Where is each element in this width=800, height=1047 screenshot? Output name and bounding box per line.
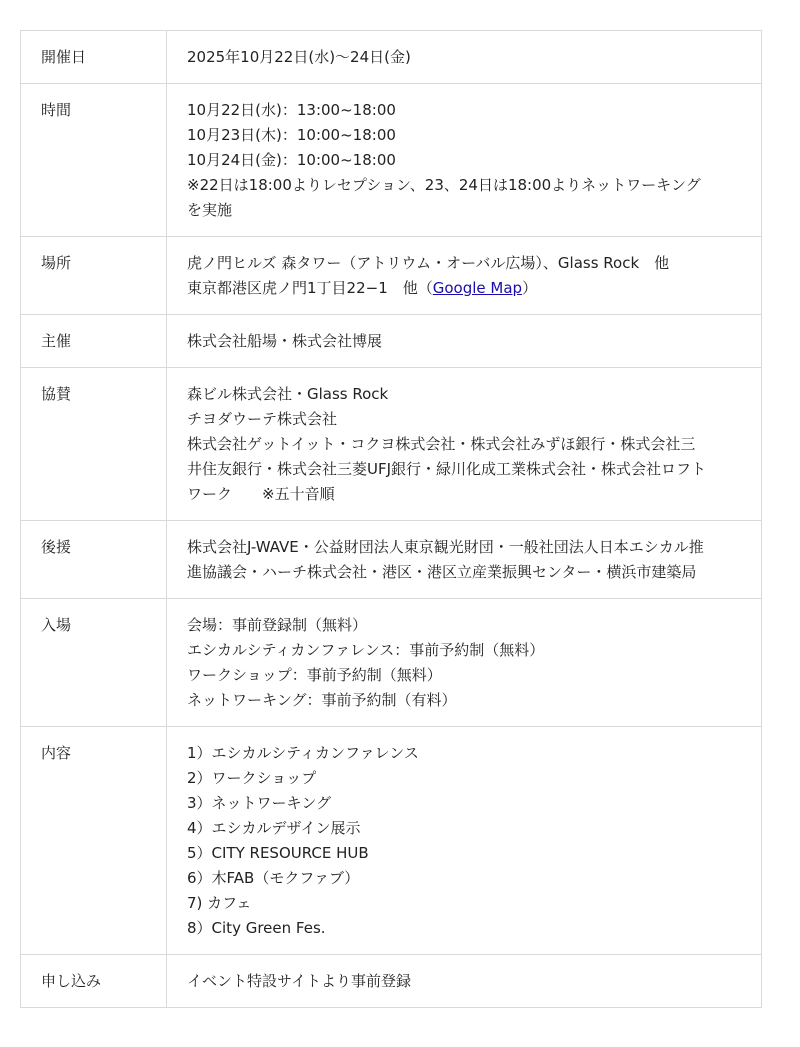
value-line: 10月23日(木)：10:00~18:00 xyxy=(187,126,396,144)
address-text: 東京都港区虎ノ門1丁目22−1 他（ xyxy=(187,279,433,297)
table-row-date xyxy=(21,31,762,84)
value-line: ワークショップ：事前予約制（無料） xyxy=(187,666,442,684)
value-line: 森ビル株式会社・Glass Rock xyxy=(187,385,389,403)
value-line: 5）CITY RESOURCE HUB xyxy=(187,844,369,862)
row-label: 場所 xyxy=(21,237,167,315)
address-line xyxy=(187,276,741,301)
row-label: 主催 xyxy=(21,315,167,368)
row-label: 協賛 xyxy=(21,368,167,521)
value-line: 株式会社船場・株式会社博展 xyxy=(187,332,383,350)
google-map-link[interactable]: Google Map xyxy=(432,279,523,297)
row-label: 入場 xyxy=(21,599,167,727)
event-info-table xyxy=(20,30,762,1008)
value-line: 2025年10月22日(水)～24日(金) xyxy=(187,48,411,66)
value-line: 2）ワークショップ xyxy=(187,769,317,787)
value-line: 1）エシカルシティカンファレンス xyxy=(187,744,419,762)
table-row-organizer xyxy=(21,315,762,368)
value-line: イベント特設サイトより事前登録 xyxy=(187,972,411,990)
value-line: を実施 xyxy=(187,201,233,219)
row-label: 後援 xyxy=(21,521,167,599)
table-row-sponsors xyxy=(21,368,762,521)
value-line: 3）ネットワーキング xyxy=(187,794,332,812)
row-value xyxy=(167,727,762,955)
row-value xyxy=(167,237,762,315)
address-suffix: ） xyxy=(522,279,538,297)
table-row-admission xyxy=(21,599,762,727)
value-line: 8）City Green Fes. xyxy=(187,919,326,937)
row-value xyxy=(167,315,762,368)
value-line: チヨダウーテ株式会社 xyxy=(187,410,338,428)
value-line: 株式会社J-WAVE・公益財団法人東京観光財団・一般社団法人日本エシカル推 xyxy=(187,538,704,556)
value-line: 7) カフェ xyxy=(187,894,252,912)
value-line: ※22日は18:00よりレセプション、23、24日は18:00よりネットワーキング xyxy=(187,176,701,194)
table-row-time xyxy=(21,84,762,237)
row-value xyxy=(167,521,762,599)
table-row-application xyxy=(21,955,762,1008)
row-value xyxy=(167,599,762,727)
value-line: 6）木FAB（モクファブ） xyxy=(187,869,360,887)
row-label: 開催日 xyxy=(21,31,167,84)
value-line: 10月22日(水)：13:00~18:00 xyxy=(187,101,396,119)
value-line: 進協議会・ハーチ株式会社・港区・港区立産業振興センター・横浜市建築局 xyxy=(187,563,697,581)
value-line: 会場：事前登録制（無料） xyxy=(187,616,368,634)
value-line: エシカルシティカンファレンス：事前予約制（無料） xyxy=(187,641,545,659)
venue-line: 虎ノ門ヒルズ 森タワー（アトリウム・オーバル広場）、Glass Rock 他 xyxy=(187,254,670,272)
row-label: 時間 xyxy=(21,84,167,237)
value-line: ネットワーキング：事前予約制（有料） xyxy=(187,691,457,709)
row-label: 申し込み xyxy=(21,955,167,1008)
row-value xyxy=(167,368,762,521)
row-value xyxy=(167,31,762,84)
value-line: 4）エシカルデザイン展示 xyxy=(187,819,361,837)
table-row-contents xyxy=(21,727,762,955)
row-value xyxy=(167,955,762,1008)
table-row-supporters xyxy=(21,521,762,599)
value-line: 井住友銀行・株式会社三菱UFJ銀行・緑川化成工業株式会社・株式会社ロフト xyxy=(187,460,707,478)
value-line: 株式会社ゲットイット・コクヨ株式会社・株式会社みずほ銀行・株式会社三 xyxy=(187,435,696,453)
table-row-venue xyxy=(21,237,762,315)
row-value xyxy=(167,84,762,237)
value-line: ワーク ※五十音順 xyxy=(187,485,335,503)
row-label: 内容 xyxy=(21,727,167,955)
value-line: 10月24日(金)：10:00~18:00 xyxy=(187,151,396,169)
